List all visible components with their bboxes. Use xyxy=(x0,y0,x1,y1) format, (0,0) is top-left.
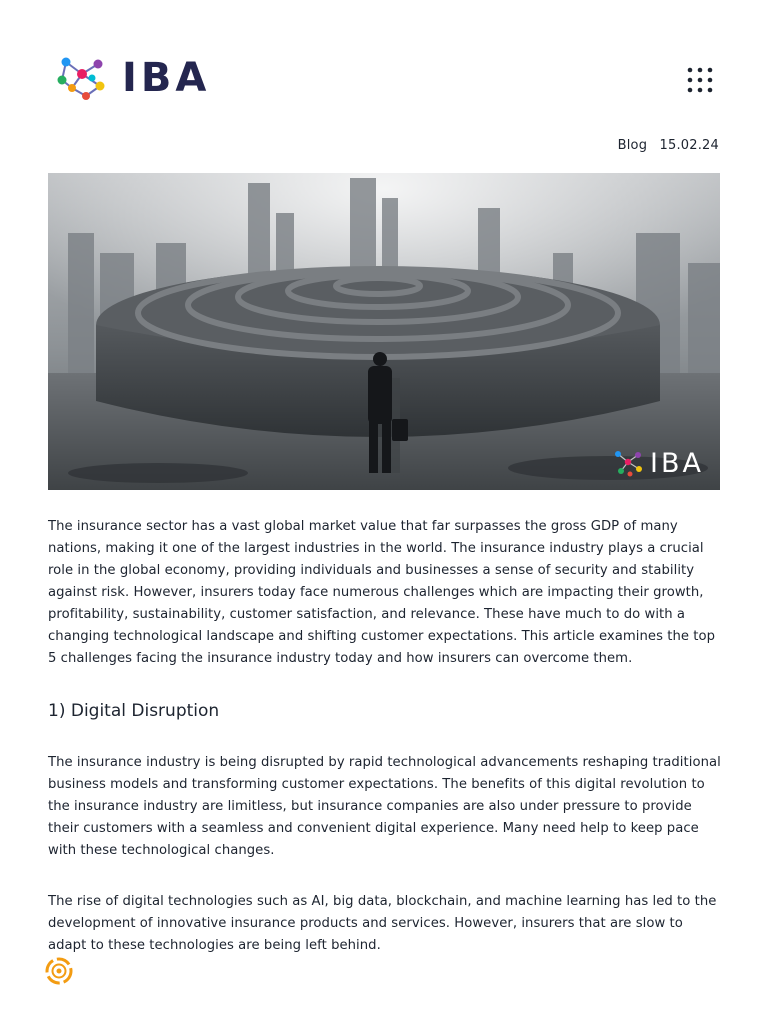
post-date: 15.02.24 xyxy=(659,138,719,153)
molecule-logo-icon xyxy=(56,52,116,104)
menu-button[interactable] xyxy=(686,66,714,94)
post-meta xyxy=(618,138,719,153)
section-heading-digital-disruption: 1) Digital Disruption xyxy=(48,701,220,721)
floating-chat-button[interactable] xyxy=(44,956,74,986)
hero-watermark-text: IBA xyxy=(650,447,704,479)
section-paragraph: The insurance industry is being disrupted by rapid technological advancements reshaping traditional business models and transforming customer expectations. The benefits of this digital revolution to the insurance industry are limitless, but insurance companies are also under pressure to provide their customers with a seamless and convenient digital experience. Many need help to keep pace with these technological changes. xyxy=(48,755,721,858)
site-header xyxy=(0,0,768,130)
grid-dots-icon xyxy=(686,66,714,94)
brand-name: IBA xyxy=(122,55,211,101)
molecule-watermark-icon xyxy=(612,448,646,478)
hero-image xyxy=(48,173,720,490)
intro-paragraph: The insurance sector has a vast global market value that far surpasses the gross GDP of many nations, making it one of the largest industries in the world. The insurance industry plays a crucial role in the global economy, providing individuals and businesses a sense of security and stability against risk. However, insurers today face numerous challenges which are impacting their growth, profitability, sustainability, customer satisfaction, and relevance. These have much to do with a changing technological landscape and shifting customer expectations. This article examines the top 5 challenges facing the insurance industry today and how insurers can overcome them. xyxy=(48,519,716,666)
hero-watermark xyxy=(612,448,704,478)
section-paragraph: The rise of digital technologies such as AI, big data, blockchain, and machine learning has led to the development of innovative insurance products and services. However, insurers that are slow to adapt to these technologies are being left behind. xyxy=(48,894,717,953)
post-category[interactable]: Blog xyxy=(617,138,648,153)
article-body xyxy=(48,516,724,957)
brand-logo[interactable] xyxy=(56,52,226,104)
chat-bubble-icon xyxy=(44,956,74,986)
maze-illustration xyxy=(48,173,720,490)
